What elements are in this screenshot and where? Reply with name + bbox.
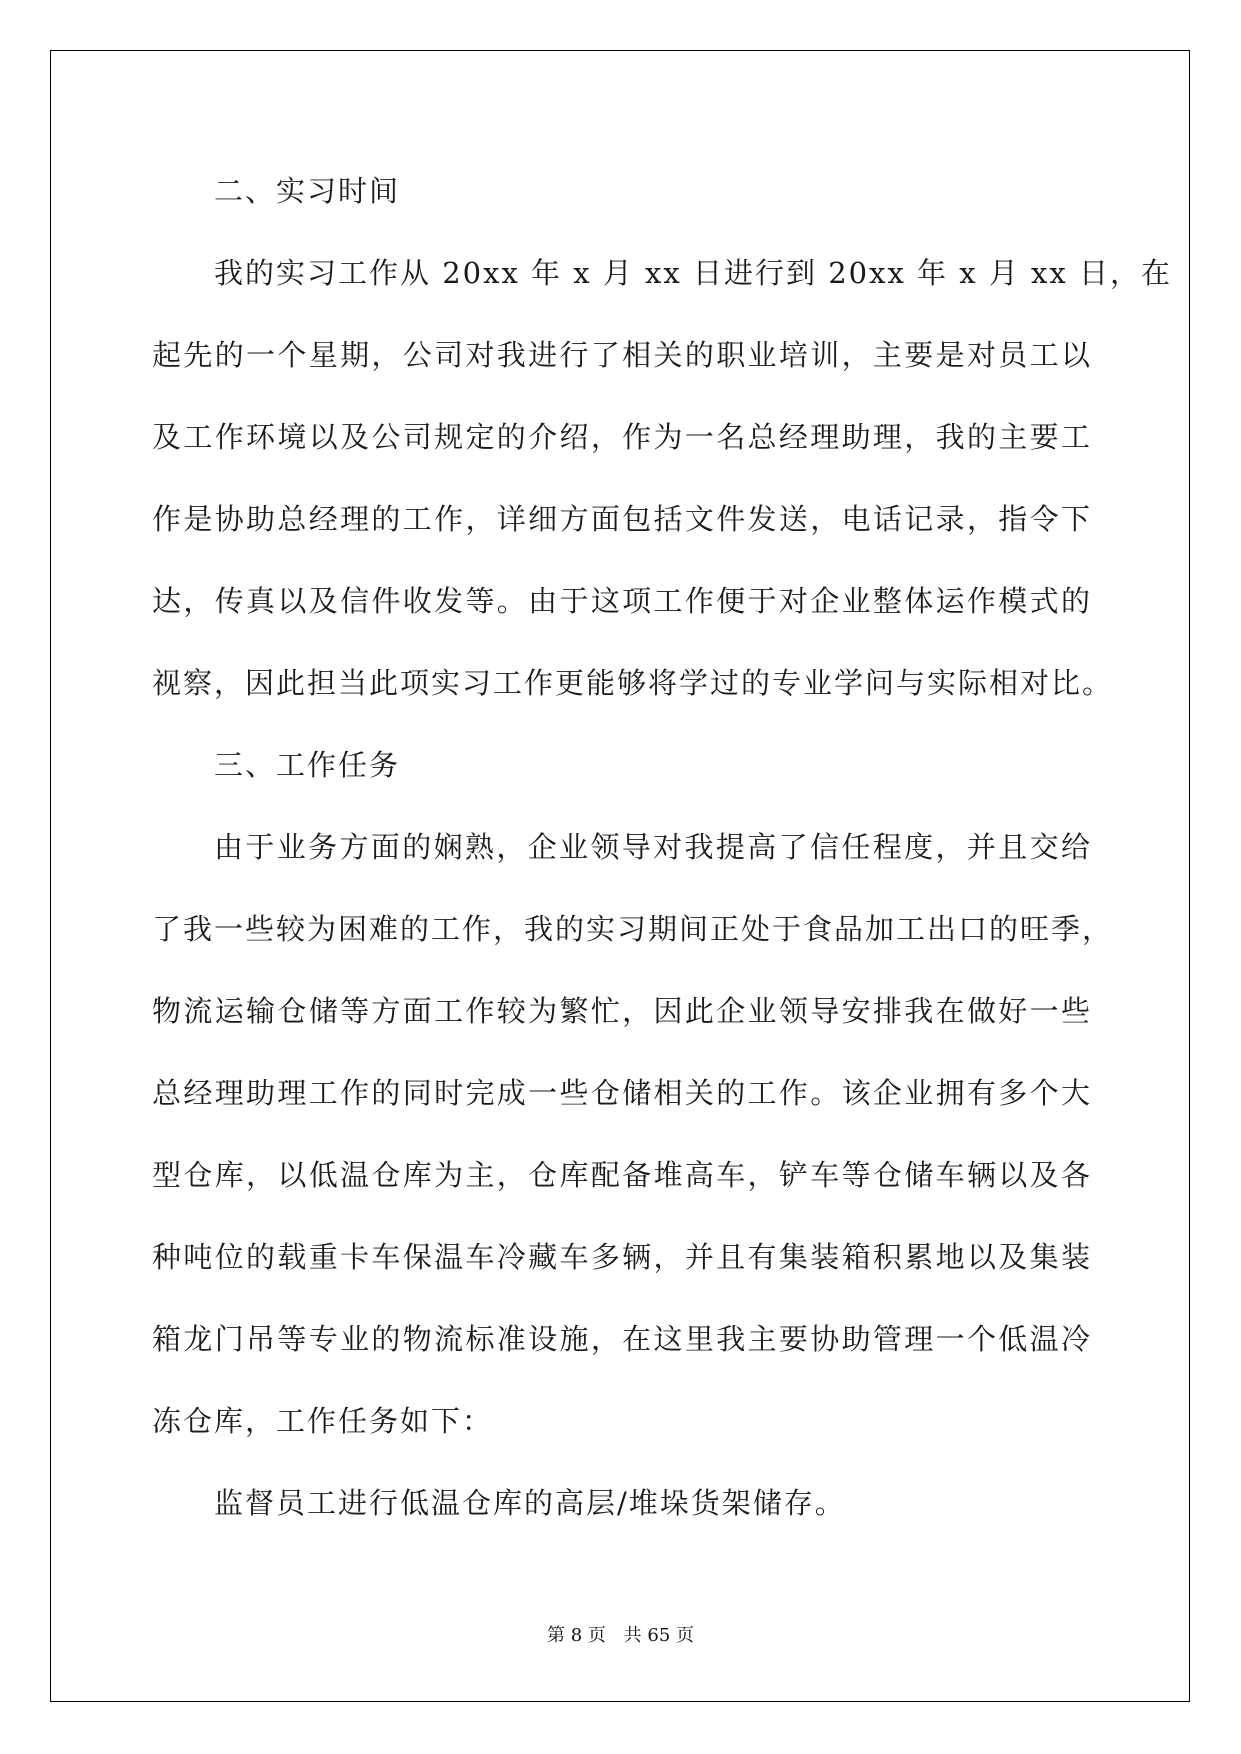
page-number: 第 8 页: [547, 1625, 606, 1646]
section-heading: 三、工作任务: [214, 748, 401, 782]
paragraph-line: 监督员工进行低温仓库的高层/堆垛货架储存。: [214, 1486, 846, 1520]
paragraph-line: 达，传真以及信件收发等。由于这项工作便于对企业整体运作模式的: [152, 584, 1092, 618]
section-heading: 二、实习时间: [214, 174, 401, 208]
paragraph-line: 冻仓库，工作任务如下：: [152, 1404, 494, 1438]
paragraph-line: 视察，因此担当此项实习工作更能够将学过的专业学问与实际相对比。: [152, 666, 1114, 700]
paragraph-line: 箱龙门吊等专业的物流标准设施，在这里我主要协助管理一个低温冷: [152, 1322, 1092, 1356]
paragraph-line: 了我一些较为困难的工作，我的实习期间正处于食品加工出口的旺季，: [152, 912, 1114, 946]
page-total: 共 65 页: [623, 1625, 694, 1646]
page-footer: [0, 1621, 1241, 1647]
paragraph-line: 型仓库，以低温仓库为主，仓库配备堆高车，铲车等仓储车辆以及各: [152, 1158, 1092, 1192]
paragraph-line: 起先的一个星期，公司对我进行了相关的职业培训，主要是对员工以: [152, 338, 1092, 372]
paragraph-line: 总经理助理工作的同时完成一些仓储相关的工作。该企业拥有多个大: [152, 1076, 1092, 1110]
document-body: [152, 150, 1172, 1544]
paragraph-line: 种吨位的载重卡车保温车冷藏车多辆，并且有集装箱积累地以及集装: [152, 1240, 1092, 1274]
paragraph-line: 由于业务方面的娴熟，企业领导对我提高了信任程度，并且交给: [214, 830, 1092, 864]
paragraph-line: 及工作环境以及公司规定的介绍，作为一名总经理助理，我的主要工: [152, 420, 1092, 454]
paragraph-line: 作是协助总经理的工作，详细方面包括文件发送，电话记录，指令下: [152, 502, 1092, 536]
paragraph-line: 我的实习工作从 20xx 年 x 月 xx 日进行到 20xx 年 x 月 xx 日，在: [214, 256, 1172, 290]
paragraph-line: 物流运输仓储等方面工作较为繁忙，因此企业领导安排我在做好一些: [152, 994, 1092, 1028]
